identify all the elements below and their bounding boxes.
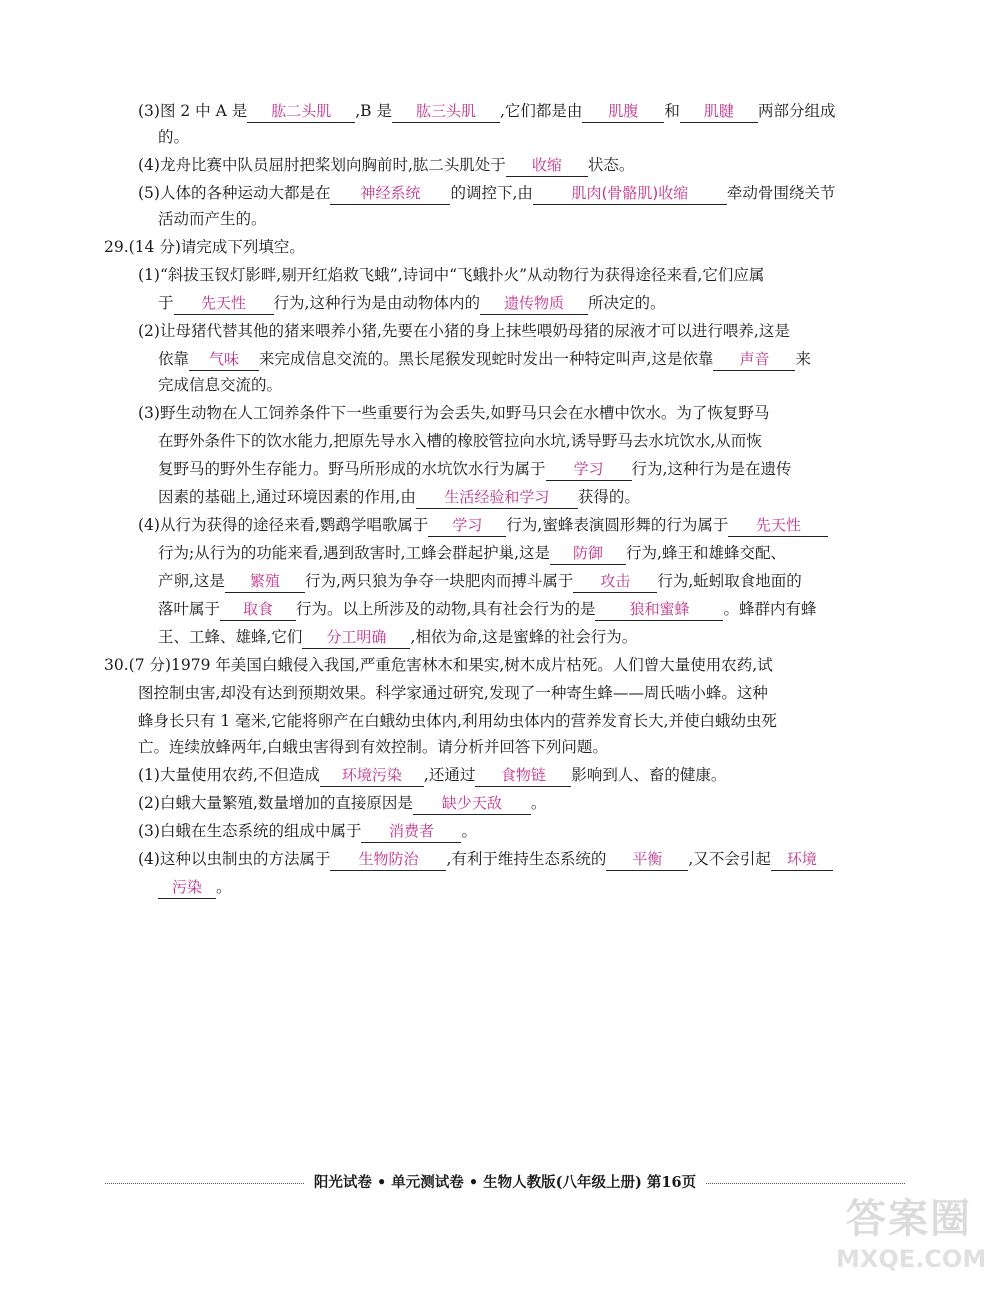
answer-blank: 生活经验和学习	[416, 486, 578, 509]
answer-blank: 分工明确	[302, 626, 410, 649]
question-text: ,又不会引起	[688, 850, 771, 868]
text-line	[138, 762, 726, 788]
text-line	[138, 512, 828, 538]
answer-blank: 繁殖	[225, 570, 305, 593]
answer-blank: 狼和蜜蜂	[595, 598, 723, 621]
watermark-title: 答案圈	[846, 1196, 972, 1242]
question-text: 图控制虫害,却没有达到预期效果。科学家通过研究,发现了一种寄生蜂——周氏啮小蜂。这种	[138, 684, 768, 702]
answer-blank: 先天性	[174, 292, 274, 315]
question-text: 牵动骨围绕关节	[726, 184, 836, 202]
answer-blank: 环境污染	[320, 764, 424, 787]
text-line	[158, 456, 791, 482]
footer-text: 阳光试卷 • 单元测试卷 • 生物人教版(八年级上册) 第16页	[313, 1173, 697, 1191]
question-text: 。	[530, 794, 547, 812]
question-text: 来完成信息交流的。黑长尾猴发现蛇时发出一种特定叫声,这是依靠	[259, 350, 714, 368]
question-text: 两部分组成	[757, 102, 836, 120]
question-text: 行为,蜂王和雄蜂交配、	[626, 544, 786, 562]
question-text: (4)龙舟比赛中队员屈肘把桨划向胸前时,肱二头肌处于	[138, 156, 506, 174]
question-text: ,还通过	[423, 766, 476, 784]
text-line	[138, 708, 777, 734]
text-line	[138, 680, 768, 706]
text-line	[158, 568, 802, 594]
answer-blank: 平衡	[606, 848, 688, 871]
question-text: (3)野生动物在人工饲养条件下一些重要行为会丢失,如野马只会在水槽中饮水。为了恢复野马	[138, 404, 770, 422]
answer-blank: 消费者	[361, 820, 461, 843]
question-text: 的调控下,由	[450, 184, 533, 202]
answer-blank: 学习	[546, 458, 632, 481]
question-text: 王、工蜂、雄蜂,它们	[158, 628, 303, 646]
question-text: 。	[461, 822, 477, 840]
question-text: (3)图 2 中 A 是	[138, 102, 248, 120]
text-line	[138, 180, 835, 206]
answer-blank: 肌腹	[582, 100, 664, 123]
question-text: 行为,这种行为是由动物体内的	[273, 294, 480, 312]
text-line	[158, 484, 640, 510]
text-line	[138, 152, 634, 178]
answer-blank: 气味	[189, 348, 259, 371]
question-text: 蜂身长只有 1 毫米,它能将卵产在白蛾幼虫体内,利用幼虫体内的营养发育长大,并使白蛾幼虫死	[138, 712, 777, 730]
question-text: 。	[216, 878, 232, 896]
text-line	[138, 734, 608, 760]
question-text: 行为。以上所涉及的动物,具有社会行为的是	[296, 600, 596, 618]
question-text: 完成信息交流的。	[158, 376, 283, 394]
answer-blank: 缺少天敌	[413, 792, 531, 815]
text-line	[104, 234, 305, 260]
question-text: (4)这种以虫制虫的方法属于	[138, 850, 331, 868]
question-text: 产卵,这是	[158, 572, 225, 590]
text-line	[138, 846, 833, 872]
answer-blank: 肱三头肌	[392, 100, 500, 123]
question-text: 所决定的。	[587, 294, 666, 312]
answer-blank: 肌肉(骨骼肌)收缩	[533, 182, 727, 205]
question-text: 行为,两只狼为争夺一块肥肉而搏斗属于	[304, 572, 574, 590]
text-line	[158, 874, 232, 900]
answer-blank: 食物链	[475, 764, 571, 787]
text-line	[158, 624, 637, 650]
question-text: 的。	[158, 128, 190, 146]
text-line	[158, 346, 811, 372]
question-text: ,相依为命,这是蜜蜂的社会行为。	[410, 628, 638, 646]
text-line	[158, 540, 786, 566]
text-line	[138, 818, 477, 844]
answer-blank: 学习	[428, 514, 506, 537]
watermark-logo	[836, 1179, 986, 1289]
question-text: (5)人体的各种运动大都是在	[138, 184, 331, 202]
question-text: 状态。	[587, 156, 635, 174]
answer-blank: 环境	[771, 848, 833, 871]
question-text: 行为,这种行为是在遗传	[631, 460, 792, 478]
question-text: 落叶属于	[158, 600, 221, 618]
question-text: 活动而产生的。	[158, 210, 267, 228]
question-text: 影响到人、畜的健康。	[571, 766, 727, 784]
answer-blank: 肱二头肌	[247, 100, 355, 123]
answer-blank: 污染	[158, 876, 216, 899]
text-line	[104, 652, 773, 678]
text-line	[158, 290, 665, 316]
page-footer	[105, 1168, 905, 1194]
text-line	[158, 124, 189, 150]
question-text: 30.(7 分)1979 年美国白蛾侵入我国,严重危害林木和果实,树木成片枯死。人们曾大量使用农药,试	[104, 656, 773, 674]
text-line	[138, 98, 835, 124]
question-text: 复野马的野外生存能力。野马所形成的水坑饮水行为属于	[158, 460, 546, 478]
question-text: 和	[664, 102, 680, 120]
question-text: (1)大量使用农药,不但造成	[138, 766, 320, 784]
question-text: (3)白蛾在生态系统的组成中属于	[138, 822, 362, 840]
text-line	[158, 428, 762, 454]
text-line	[158, 206, 267, 232]
answer-blank: 先天性	[728, 514, 828, 537]
text-line	[158, 596, 816, 622]
question-text: 行为,蜜蜂表演圆形舞的行为属于	[506, 516, 729, 534]
question-text: 因素的基础上,通过环境因素的作用,由	[158, 488, 416, 506]
question-text: 29.(14 分)请完成下列填空。	[104, 238, 305, 256]
question-text: ,B 是	[355, 102, 392, 120]
answer-blank: 生物防治	[330, 848, 446, 871]
question-text: (4)从行为获得的途径来看,鹦鹉学唱歌属于	[138, 516, 429, 534]
watermark-url: MXQE.COM	[836, 1245, 987, 1273]
question-text: 行为,蚯蚓取食地面的	[657, 572, 802, 590]
question-text: ,有利于维持生态系统的	[446, 850, 607, 868]
answer-blank: 声音	[713, 348, 795, 371]
answer-blank: 防御	[550, 542, 626, 565]
question-text: 亡。连续放蜂两年,白蛾虫害得到有效控制。请分析并回答下列问题。	[138, 738, 608, 756]
text-line	[138, 262, 764, 288]
answer-blank: 神经系统	[330, 182, 450, 205]
text-line	[138, 318, 790, 344]
question-text: 来	[795, 350, 811, 368]
text-line	[158, 372, 282, 398]
question-text: 于	[158, 294, 174, 312]
question-text: (1)“斜拔玉钗灯影畔,剔开红焰救飞蛾”,诗词中“飞蛾扑火”从动物行为获得途径来看,它们应属	[138, 266, 765, 284]
question-text: 依靠	[158, 350, 190, 368]
question-text: 。蜂群内有蜂	[723, 600, 817, 618]
question-text: 行为;从行为的功能来看,遇到敌害时,工蜂会群起护巢,这是	[158, 544, 551, 562]
answer-blank: 攻击	[573, 570, 657, 593]
question-text: 获得的。	[577, 488, 640, 506]
answer-blank: 肌腱	[680, 100, 758, 123]
question-text: ,它们都是由	[499, 102, 583, 120]
answer-blank: 收缩	[506, 154, 588, 177]
answer-blank: 取食	[220, 598, 296, 621]
text-line	[138, 790, 546, 816]
question-text: (2)让母猪代替其他的猪来喂养小猪,先要在小猪的身上抹些喂奶母猪的尿液才可以进行喂养,这是	[138, 322, 790, 340]
answer-blank: 遗传物质	[480, 292, 588, 315]
question-text: 在野外条件下的饮水能力,把原先导水入槽的橡胶管拉向水坑,诱导野马去水坑饮水,从而恢	[158, 432, 762, 450]
text-line	[138, 400, 769, 426]
question-text: (2)白蛾大量繁殖,数量增加的直接原因是	[138, 794, 413, 812]
footer-dotted-rule-left	[105, 1183, 304, 1184]
